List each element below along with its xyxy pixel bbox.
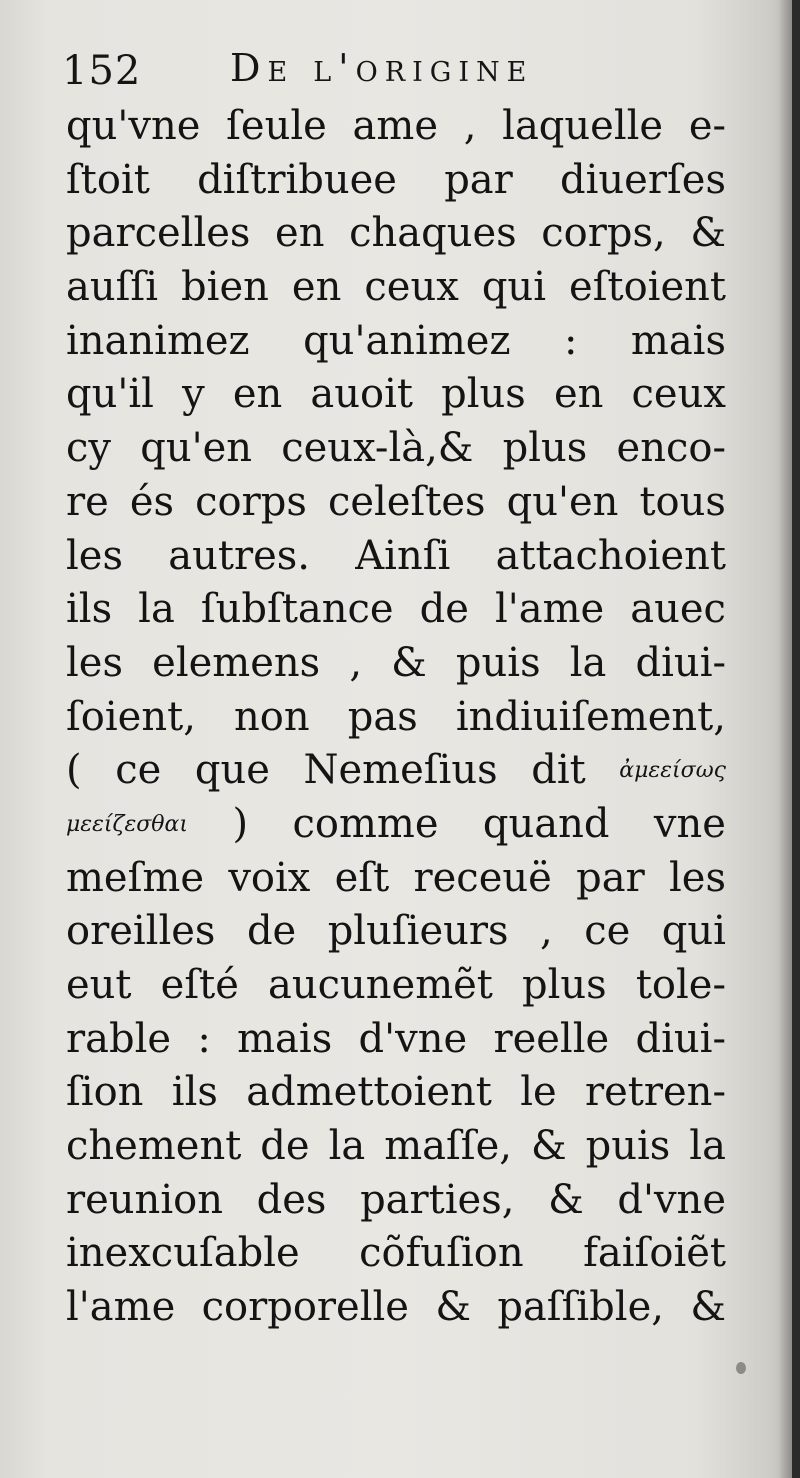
text-word: qu'animez <box>303 317 511 364</box>
text-word: admettoient <box>246 1069 492 1116</box>
text-word: corps <box>195 478 307 525</box>
text-line <box>66 422 726 476</box>
text-word: l'ame <box>494 586 605 633</box>
text-word: & <box>391 639 427 686</box>
text-word: ils <box>66 586 113 633</box>
text-word: e- <box>688 103 726 149</box>
text-word: retren- <box>585 1069 726 1116</box>
text-line <box>66 1227 726 1281</box>
text-word: diui- <box>635 639 726 686</box>
text-word: ſubſtance <box>200 586 394 633</box>
text-word: eſt <box>334 854 390 901</box>
text-word: cy <box>66 425 111 472</box>
text-word: voix <box>228 854 311 901</box>
text-line <box>66 798 726 852</box>
text-word: auſſi <box>66 264 159 311</box>
text-word: par <box>576 854 645 901</box>
text-word: μεείζεσθαι <box>66 811 189 837</box>
text-line <box>66 637 726 691</box>
text-word: plus <box>502 425 588 472</box>
text-word: qu'il <box>66 371 154 418</box>
text-word: ſtoit <box>66 156 150 203</box>
text-word: de <box>246 908 297 955</box>
text-word: les <box>66 532 123 579</box>
page-number: 152 <box>62 48 142 94</box>
text-word: les <box>668 854 726 901</box>
text-word: eſtoient <box>569 264 726 311</box>
text-line <box>66 207 726 261</box>
text-word: puis <box>455 639 541 686</box>
text-line <box>66 691 726 745</box>
text-word: de <box>419 586 469 633</box>
text-word: plus <box>522 962 607 1008</box>
text-word: par <box>444 156 513 203</box>
text-line <box>66 261 726 315</box>
text-line <box>66 905 726 959</box>
text-line <box>66 583 726 637</box>
text-word: en <box>553 371 604 418</box>
text-word: , <box>463 103 477 149</box>
text-word: non <box>234 693 310 740</box>
text-word: d'vne <box>358 1015 468 1062</box>
text-word: inanimez <box>66 317 250 364</box>
text-word: diuerſes <box>560 156 726 203</box>
text-word: cõfuſion <box>359 1230 524 1277</box>
text-word: : <box>563 317 578 364</box>
text-line <box>66 476 726 530</box>
text-word: eſté <box>160 962 239 1008</box>
text-word: qu'en <box>140 425 253 472</box>
text-line <box>66 1120 726 1174</box>
text-word: diſtribuee <box>197 156 397 203</box>
text-word: auec <box>630 586 726 633</box>
text-word: que <box>194 747 270 794</box>
text-word: Nemeſius <box>303 747 498 794</box>
text-word: parcelles <box>66 210 251 257</box>
text-word: ils <box>171 1069 218 1116</box>
text-word: auoit <box>310 371 413 418</box>
text-line <box>66 154 726 208</box>
text-word: pluſieurs <box>327 908 509 955</box>
text-word: re <box>66 478 109 525</box>
text-word: mais <box>630 317 726 364</box>
text-word: les <box>66 639 123 686</box>
text-word: & <box>690 210 726 257</box>
text-word: pas <box>347 693 418 740</box>
text-word: corps, <box>541 210 666 257</box>
text-line <box>66 315 726 369</box>
paper-speck <box>736 1362 746 1374</box>
text-word: ce <box>115 747 162 794</box>
text-word: & <box>690 1284 726 1331</box>
text-word: de <box>260 1123 310 1170</box>
text-word: oreilles <box>66 908 216 955</box>
text-word: , <box>349 639 363 686</box>
text-word: & <box>530 1123 567 1170</box>
text-word: rable <box>66 1015 172 1062</box>
text-word: la <box>569 639 607 686</box>
text-word: ſoient, <box>66 693 196 740</box>
running-title: De l'origine <box>230 46 534 90</box>
text-line <box>66 959 726 1013</box>
text-word: la <box>689 1123 726 1170</box>
text-word: eut <box>66 962 132 1008</box>
text-line <box>66 744 726 798</box>
text-word: enco- <box>616 425 726 472</box>
text-word: qui <box>661 908 726 955</box>
text-word: d'vne <box>617 1176 726 1223</box>
text-word: és <box>129 478 175 525</box>
text-word: ( <box>66 747 82 794</box>
text-word: qu'en <box>506 478 619 525</box>
text-word: tous <box>639 478 726 525</box>
text-word: faiſoiẽt <box>583 1230 726 1277</box>
text-word: l'ame <box>66 1284 176 1331</box>
text-line <box>66 1013 726 1067</box>
text-word: quand <box>482 800 610 847</box>
text-word: ame <box>352 103 438 149</box>
text-word: , <box>540 908 553 955</box>
text-word: ſion <box>66 1069 144 1116</box>
text-word: parties, <box>360 1176 515 1223</box>
text-word: laquelle <box>502 103 664 149</box>
text-word: corporelle <box>201 1284 409 1331</box>
text-word: en <box>275 210 325 257</box>
text-word: meſme <box>66 854 205 901</box>
text-word: inexcuſable <box>66 1230 300 1277</box>
text-word: la <box>138 586 175 633</box>
text-word: mais <box>237 1015 333 1062</box>
text-word: & <box>548 1176 584 1223</box>
text-line <box>66 1281 726 1335</box>
text-word: chaques <box>349 210 517 257</box>
text-word: reelle <box>493 1015 610 1062</box>
text-word: receuë <box>413 854 552 901</box>
text-line <box>66 368 726 422</box>
text-word: vne <box>653 800 726 847</box>
text-word: la <box>328 1123 366 1170</box>
text-word: paſſible, <box>497 1284 664 1331</box>
text-word: ce <box>584 908 631 955</box>
text-word: Ainſi <box>355 532 451 579</box>
book-spine <box>792 0 800 1478</box>
text-word: maſſe, <box>384 1123 512 1170</box>
text-line <box>66 1066 726 1120</box>
text-word: des <box>256 1176 327 1223</box>
text-line <box>66 100 726 154</box>
text-word: diui- <box>635 1015 726 1062</box>
text-word: aucunemẽt <box>268 962 493 1008</box>
text-word: en <box>291 264 342 311</box>
text-word: le <box>520 1069 557 1116</box>
text-word: qu'vne <box>66 103 201 149</box>
text-word: elemens <box>152 639 321 686</box>
text-word: ceux <box>364 264 459 311</box>
text-word: plus <box>441 371 526 418</box>
text-word: tole- <box>635 962 726 1008</box>
text-line <box>66 852 726 906</box>
text-word: qui <box>481 264 546 311</box>
body-text <box>66 100 726 1335</box>
text-word: puis <box>585 1123 671 1170</box>
text-word: & <box>435 1284 471 1331</box>
text-word: celeſtes <box>327 478 486 525</box>
text-word: ) <box>232 800 249 847</box>
text-word: bien <box>181 264 269 311</box>
text-word: reunion <box>66 1176 223 1223</box>
text-line <box>66 530 726 584</box>
text-word: ceux-là,& <box>281 425 474 472</box>
text-word: ſeule <box>226 103 327 149</box>
text-word: ceux <box>631 371 726 418</box>
text-word: autres. <box>168 532 310 579</box>
text-word: en <box>232 371 283 418</box>
text-word: : <box>197 1015 211 1062</box>
text-word: dit <box>531 747 586 794</box>
text-word: attachoient <box>495 532 726 579</box>
text-word: indiuiſement, <box>455 693 726 740</box>
page-header <box>62 40 702 100</box>
text-word: comme <box>292 800 439 847</box>
text-word: chement <box>66 1123 242 1170</box>
text-line <box>66 1174 726 1228</box>
text-word: y <box>182 371 205 418</box>
text-word: ἀμεείσως <box>619 758 726 784</box>
